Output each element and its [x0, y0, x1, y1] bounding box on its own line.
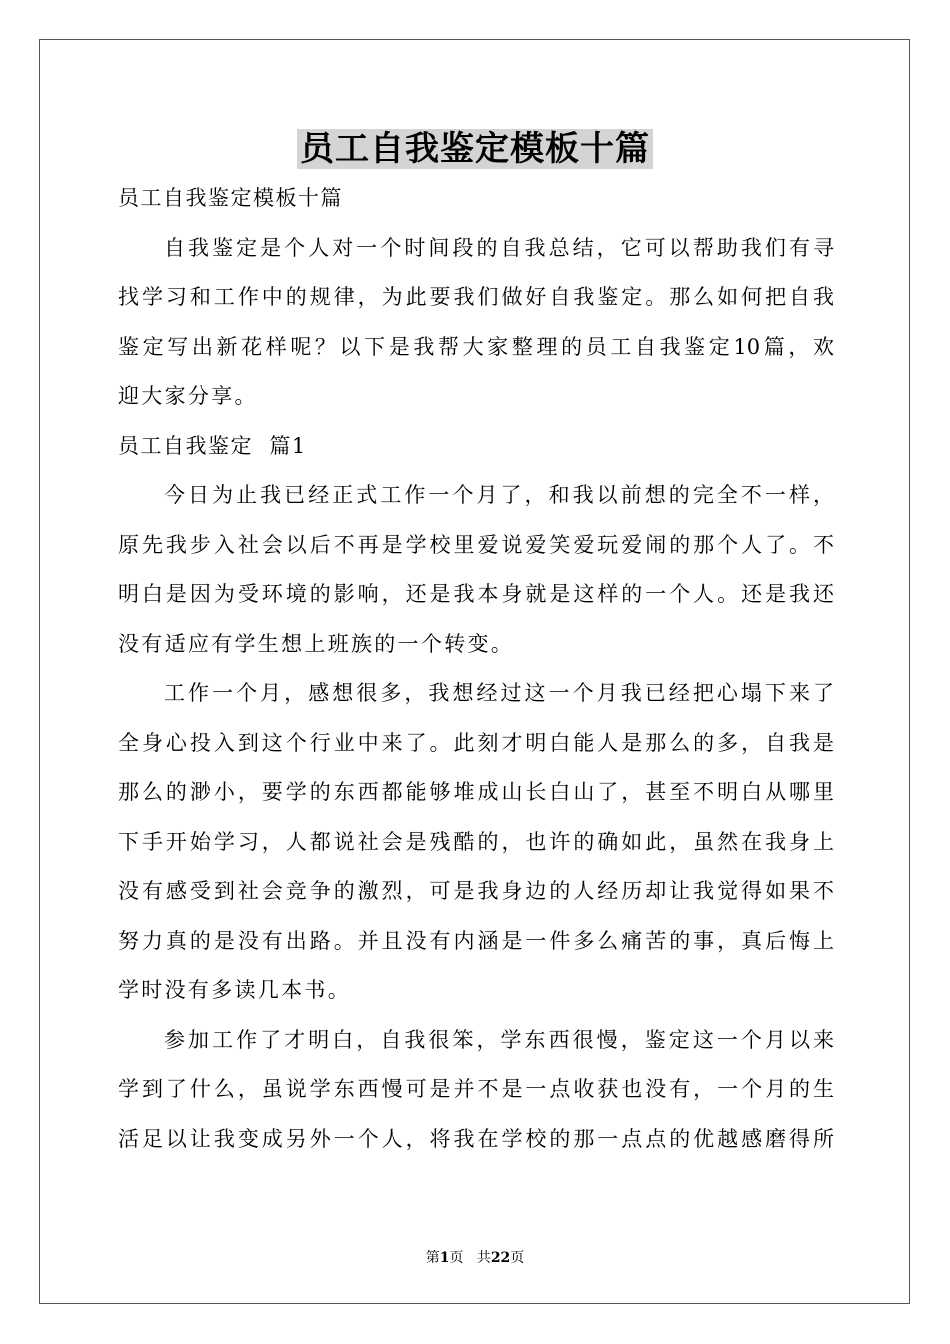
- text-line: 那么的渺小，要学的东西都能够堆成山长白山了，甚至不明白从哪里: [118, 780, 834, 804]
- text-line: 活足以让我变成另外一个人，将我在学校的那一点点的优越感磨得所: [118, 1126, 834, 1151]
- text-line: 没有适应有学生想上班族的一个转变。: [118, 631, 515, 656]
- page-footer: [0, 1248, 950, 1268]
- paragraph-3: [118, 1016, 834, 1165]
- document-body: [118, 174, 834, 1164]
- text-line: 原先我步入社会以后不再是学校里爱说爱笑爱玩爱闹的那个人了。不: [118, 532, 834, 557]
- text-line: 今日为止我已经正式工作一个月了，和我以前想的完全不一样，: [164, 483, 834, 507]
- paragraph-2: [118, 669, 834, 1016]
- text-line: 工作一个月，感想很多，我想经过这一个月我已经把心塌下来了: [164, 681, 834, 705]
- document-subtitle: 员工自我鉴定模板十篇: [118, 186, 343, 210]
- total-pages: 22: [490, 1250, 511, 1266]
- document-title: 员工自我鉴定模板十篇: [0, 124, 950, 174]
- text-line: 自我鉴定是个人对一个时间段的自我总结，它可以帮助我们有寻: [164, 235, 834, 260]
- text-line: 下手开始学习，人都说社会是残酷的，也许的确如此，虽然在我身上: [118, 829, 834, 854]
- text-line: 找学习和工作中的规律，为此要我们做好自我鉴定。那么如何把自我: [118, 285, 834, 309]
- page-suffix: 页: [449, 1250, 464, 1266]
- paragraph-1: [118, 471, 834, 669]
- text-line: 学时没有多读几本书。: [118, 978, 351, 1002]
- page-prefix: 第: [425, 1250, 440, 1266]
- text-line: 鉴定写出新花样呢？以下是我帮大家整理的员工自我鉴定10篇，欢: [118, 334, 834, 359]
- page-number: 1: [439, 1250, 450, 1266]
- total-suffix: 页: [510, 1250, 525, 1266]
- text-line: 全身心投入到这个行业中来了。此刻才明白能人是那么的多，自我是: [118, 730, 834, 755]
- text-line: 迎大家分享。: [118, 384, 258, 408]
- total-prefix: 共: [476, 1250, 491, 1266]
- section-heading: 员工自我鉴定 篇1: [118, 433, 307, 458]
- text-line: 明白是因为受环境的影响，还是我本身就是这样的一个人。还是我还: [118, 582, 834, 606]
- text-line: 努力真的是没有出路。并且没有内涵是一件多么痛苦的事，真后悔上: [118, 928, 834, 953]
- intro-paragraph: [118, 224, 834, 422]
- text-line: 没有感受到社会竞争的激烈，可是我身边的人经历却让我觉得如果不: [118, 879, 834, 903]
- text-line: 参加工作了才明白，自我很笨，学东西很慢，鉴定这一个月以来: [164, 1027, 834, 1052]
- text-line: 学到了什么，虽说学东西慢可是并不是一点收获也没有，一个月的生: [118, 1077, 834, 1101]
